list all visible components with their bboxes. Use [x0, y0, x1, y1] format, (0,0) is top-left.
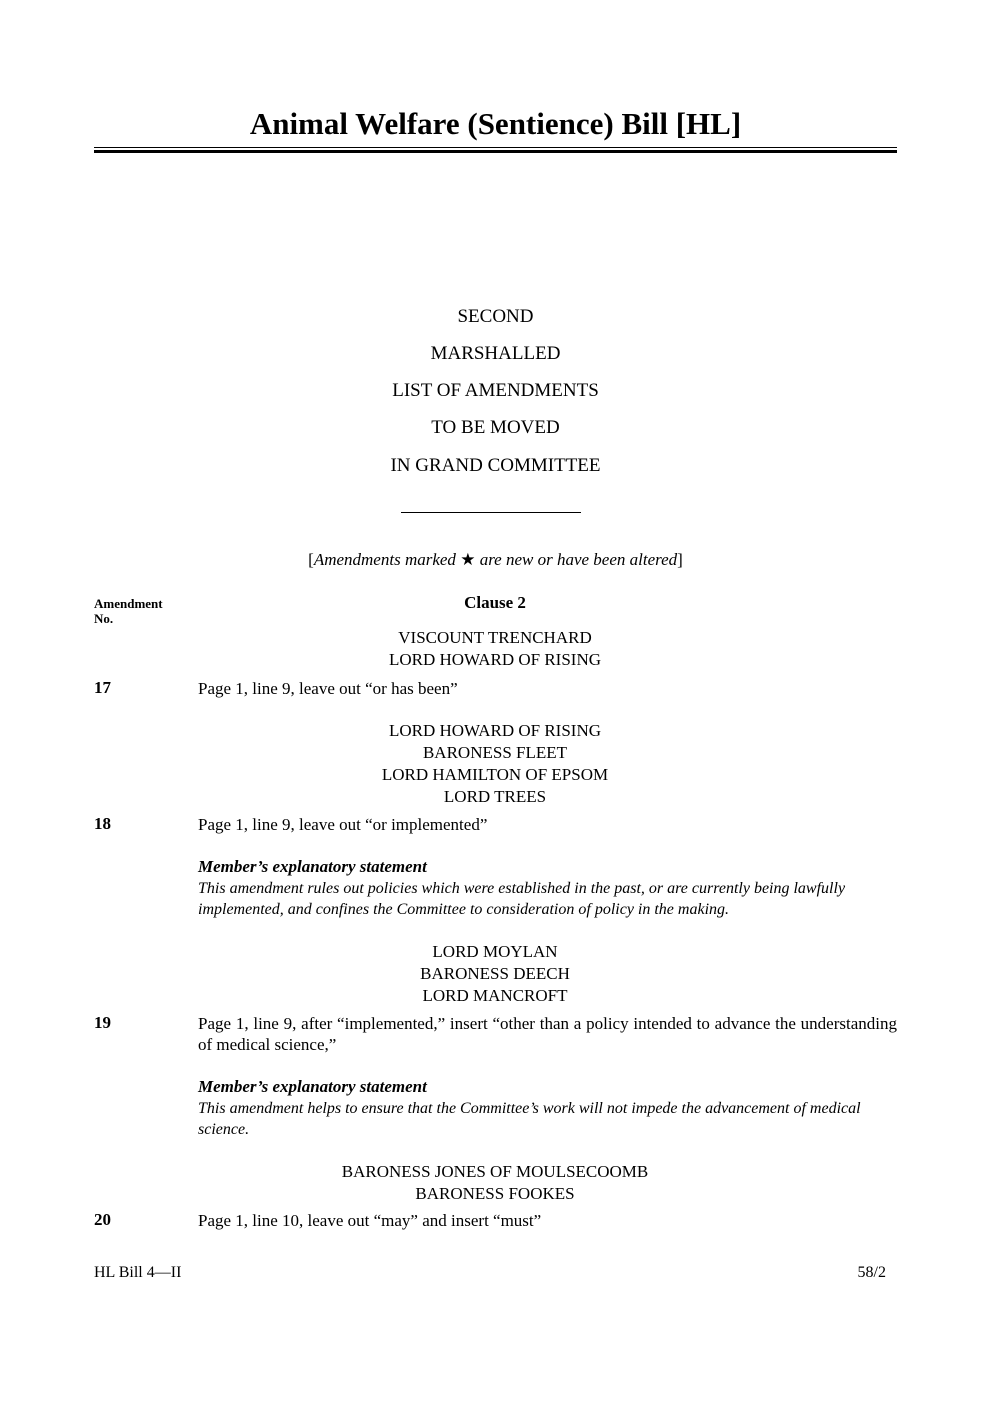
amendment-number: 19 — [94, 1013, 111, 1032]
amendment-text: Page 1, line 10, leave out “may” and insert “must” — [198, 1211, 542, 1230]
clause-heading: Clause 2 — [464, 593, 526, 612]
amendment-number-header: Amendment No. — [94, 596, 163, 626]
sponsor-list: VISCOUNT TRENCHARD LORD HOWARD OF RISING — [388, 628, 602, 669]
amendment-number: 20 — [94, 1210, 111, 1229]
explanatory-statement: This amendment helps to ensure that the Committee’s work will not impede the advancement of medical science. — [198, 1100, 861, 1138]
sponsor-list: LORD MOYLAN BARONESS DEECH LORD MANCROFT — [420, 942, 570, 1005]
heading-line-4: TO BE MOVED — [431, 417, 560, 438]
bill-title: Animal Welfare (Sentience) Bill [HL] — [249, 106, 742, 141]
sponsor-list: LORD HOWARD OF RISING BARONESS FLEET LORD HAMILTON OF EPSOM LORD TREES — [381, 721, 609, 806]
separator-rule — [401, 512, 581, 513]
title-rule-thick — [94, 150, 897, 153]
amendment-text: Page 1, line 9, leave out “or has been” — [198, 679, 458, 698]
amendment-number: 17 — [94, 678, 111, 697]
explanatory-statement: This amendment rules out policies which were established in the past, or are currently being lawfully implemented, and confines the Committee to consideration of policy in the making. — [198, 880, 846, 918]
amendment-text: Page 1, line 9, after “implemented,” insert “other than a policy intended to advance the understanding of medical science,” — [198, 1014, 897, 1054]
amendments-note: [Amendments marked ★ are new or have been altered] — [308, 550, 683, 569]
amendment-text: Page 1, line 9, leave out “or implemented” — [198, 815, 488, 834]
heading-line-2: MARSHALLED — [430, 343, 561, 364]
amendment-number: 18 — [94, 814, 111, 833]
sponsor-list: BARONESS JONES OF MOULSECOOMB BARONESS FOOKES — [341, 1162, 649, 1203]
heading-line-3: LIST OF AMENDMENTS — [392, 380, 599, 401]
explanatory-statement-title: Member’s explanatory statement — [198, 1077, 427, 1096]
heading-line-1: SECOND — [457, 306, 534, 327]
star-icon: ★ — [460, 550, 476, 569]
bill-reference: HL Bill 4—II — [94, 1264, 182, 1281]
heading-line-5: IN GRAND COMMITTEE — [390, 455, 601, 476]
title-rule-thin — [94, 147, 897, 148]
explanatory-statement-title: Member’s explanatory statement — [198, 857, 427, 876]
page-reference: 58/2 — [857, 1264, 886, 1281]
